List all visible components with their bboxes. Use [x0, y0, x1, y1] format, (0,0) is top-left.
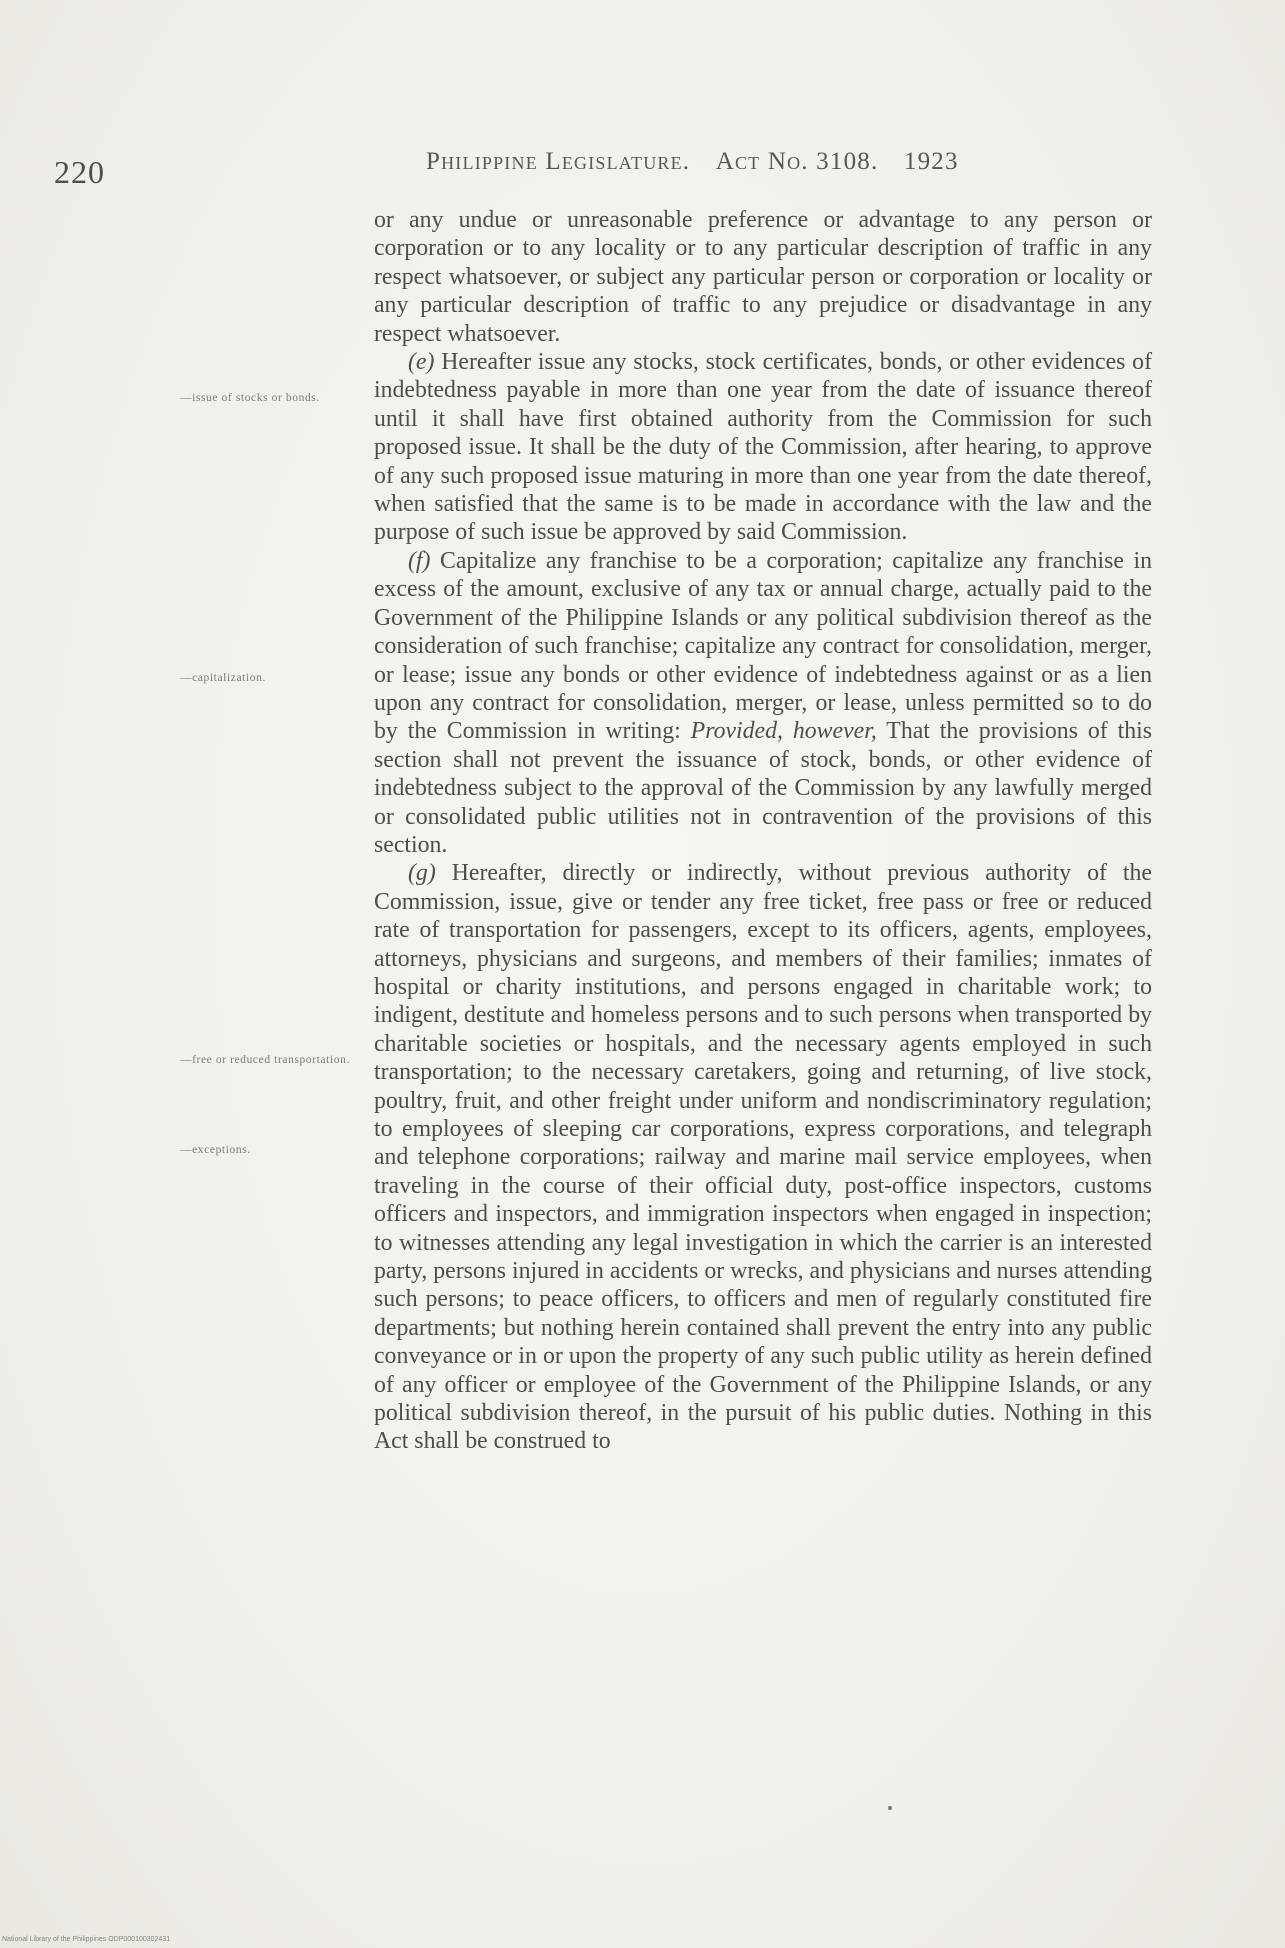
- paragraph-g: [374, 859, 1152, 1456]
- paragraph-g-text: Hereafter, directly or indirectly, without previous authority of the Commission, issue, give or tender any free ticket, free pass or free or reduced rate of transportation for passengers, except to its officers, agents, employees, attorneys, physicians and surgeons, and members of their families; inmates of hospital or charity institutions, and persons engaged in charitable work; to indigent, destitute and homeless persons and to such persons when transported by charitable societies or hospitals, and the necessary agents employed in such transportation; to the necessary caretakers, going and returning, of live stock, poultry, fruit, and other freight under uniform and nondiscriminatory regulation; to employees of sleeping car corporations, express corporations, and telegraph and telephone corporations; railway and marine mail service employees, when traveling in the course of their official duty, post-office inspectors, customs officers and inspectors, and immigration inspectors when engaged in inspection; to witnesses attending any legal investigation in which the carrier is an interested party, persons injured in accidents or wrecks, and physicians and nurses attending such persons; to peace officers, to officers and men of regularly constituted fire departments; but nothing herein contained shall prevent the entry into any public conveyance or in or upon the property of any such public utility as herein defined of any officer or employee of the Government of the Philippine Islands, or any political subdivision thereof, in the pursuit of his public duties. Nothing in this Act shall be construed to: [374, 860, 1152, 1455]
- paragraph-d-continued: or any undue or unreasonable preference or advantage to any person or corporation or to any locality or to any particular description of traffic in any respect whatsoever, or subject any particular person or corporation or locality or any particular description of traffic to any prejudice or disadvantage in any respect whatsoever.: [374, 207, 1152, 347]
- margin-note-exceptions: —exceptions.: [180, 1144, 251, 1156]
- page-number: 220: [54, 154, 105, 190]
- paragraph-e-marker: (e): [408, 349, 435, 376]
- paragraph-e: [374, 348, 1152, 547]
- running-head-year: 1923: [903, 148, 959, 175]
- margin-note-issue-of-stocks: —issue of stocks or bonds.: [180, 392, 320, 404]
- statute-body: [374, 206, 1152, 1456]
- margin-note-free-transportation: —free or reduced transportation.: [180, 1054, 350, 1066]
- paragraph-f-text2: That the provisions of this section shall not prevent the issuance of stock, bonds, or other evidence of indebtedness subject to the approval of the Commission by any lawfully merged or consolidated public utilities not in contravention of the provisions of this section.: [374, 718, 1152, 858]
- running-head-act: Act No. 3108.: [715, 148, 879, 175]
- scan-speck: [888, 1806, 892, 1810]
- running-head: [426, 148, 977, 176]
- paragraph-e-text: Hereafter issue any stocks, stock certificates, bonds, or other evidences of indebtedness payable in more than one year from the date of issuance thereof until it shall have first obtained authority from the Commission for such proposed issue. It shall be the duty of the Commission, after hearing, to approve of any such proposed issue maturing in more than one year from the date thereof, when satisfied that the same is to be made in accordance with the law and the purpose of such issue be approved by said Commission.: [374, 349, 1152, 546]
- paragraph-f-text: Capitalize any franchise to be a corporation; capitalize any franchise in excess of the amount, exclusive of any tax or annual charge, actually paid to the Government of the Philippine Islands or any political subdivision thereof as the consideration of such franchise; capitalize any contract for consolidation, merger, or lease; issue any bonds or other evidence of indebtedness against or as a lien upon any contract for consolidation, merger, or lease, unless permitted so to do by the Commission in writing:: [374, 547, 1152, 745]
- paragraph-f: [374, 547, 1152, 859]
- margin-note-capitalization: —capitalization.: [180, 672, 266, 684]
- paragraph-f-proviso: Provided, however,: [690, 718, 877, 745]
- library-footer: National Library of the Philippines ODP000100302431: [2, 1936, 171, 1943]
- paragraph-f-marker: (f): [408, 547, 431, 574]
- running-head-title: Philippine Legislature.: [426, 148, 691, 175]
- paragraph-g-marker: (g): [408, 860, 436, 887]
